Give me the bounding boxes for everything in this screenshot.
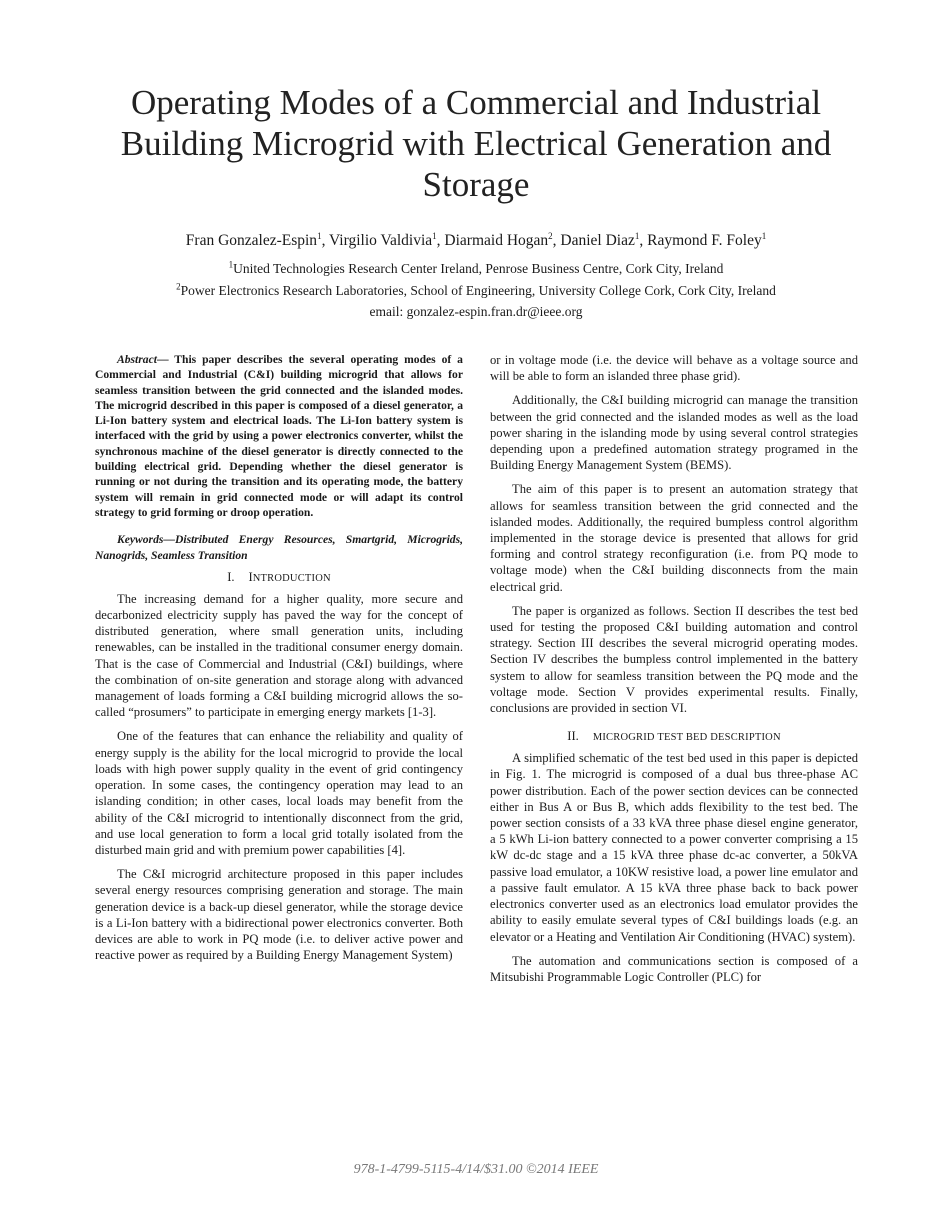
paragraph: The aim of this paper is to present an automation strategy that allows for seamless transition between the grid connected and the islanded modes. Additionally, the required bumpless control algorithm implemented in the storage device is presented that allows for grid forming and control strategy reconfiguration (i.e. from PQ mode to voltage mode) when the C&I building disconnects from the main electrical grid.: [490, 482, 858, 594]
copyright-footer: 978-1-4799-5115-4/14/$31.00 ©2014 IEEE: [353, 1162, 599, 1177]
abstract-dash: —: [156, 353, 175, 366]
paragraph: One of the features that can enhance the reliability and quality of energy supply is the ability for the local microgrid to provide the local loads with high power supply quality in the event of grid contingency operation. In some cases, the contingency operation may lead to an islanding condition; in other cases, local loads may benefit from the ability of the C&I microgrid to intentionally disconnect from the grid, and use local generation to form a local grid totally isolated from the disturbed main grid and with premium power capabilities [4].: [95, 729, 463, 857]
section-heading-test-bed: [490, 728, 858, 746]
abstract-label: Abstract: [117, 353, 157, 366]
section-title: MICROGRID TEST BED DESCRIPTION: [592, 732, 781, 744]
paragraph: Additionally, the C&I building microgrid can manage the transition between the grid connected and the islanded modes as well as the load power sharing in the islanding mode by using several control strategies depending upon a predefined automation strategy programed in the Building Energy Management System (BEMS).: [490, 393, 858, 473]
paragraph: The C&I microgrid architecture proposed in this paper includes several energy resources comprising generation and storage. The main generation device is a back-up diesel generator, while the storage device is a Li-Ion battery with a bidirectional power electronics converter. Both devices are able to work in PQ mode (i.e. to deliver active power and reactive power as required by a Building Energy Management System): [95, 867, 463, 963]
affiliation-text: United Technologies Research Center Ireland, Penrose Business Centre, Cork City, Ireland: [233, 261, 724, 276]
abstract-text: This paper describes the several operating modes of a Commercial and Industrial (C&I) building microgrid that allows for seamless transition between the grid connected and the islanded modes. The microgrid described in this paper is composed of a diesel generator, a Li-Ion battery system and electrical loads. The Li-Ion battery system is interfaced with the grid by using a power electronics converter, whilst the synchronous machine of the diesel generator is directly connected to the building electrical grid. Depending whether the diesel generator is running or not during the transition and its operating mode, the battery system will remain in grid connected mode or will adapt its control strategy to grid forming or droop operation.: [95, 353, 463, 519]
author-affiliation-mark: 1: [432, 230, 437, 241]
contact-email: email: gonzalez-espin.fran.dr@ieee.org: [369, 304, 583, 319]
abstract: [95, 352, 463, 520]
keywords: Keywords—Distributed Energy Resources, Smartgrid, Microgrids, Nanogrids, Seamless Transition: [95, 533, 463, 562]
right-column: [490, 352, 858, 985]
paragraph: The automation and communications section is composed of a Mitsubishi Programmable Logic Controller (PLC) for: [490, 953, 858, 984]
section-number: I.: [227, 569, 235, 584]
author-list: Fran Gonzalez-Espin$^1$, Virgilio Valdivia$^1$, Diarmaid Hogan$^2$, Daniel Diaz$^1$, Raymond F. Foley$^1$: [185, 230, 767, 249]
author: Raymond F. Foley: [647, 232, 762, 249]
paragraph: The increasing demand for a higher quality, more secure and decarbonized electricity supply has paved the way for the concept of distributed generation, where small generation units, including renewables, can be installed in the traditional consumer energy domain. That is the case of Commercial and Industrial (C&I) buildings, where the combination of on-site generation and storage along with advanced management of loads forming a C&I building microgrid allows the so-called “prosumers” to participate in emerging energy markets [1-3].: [95, 591, 463, 720]
author-affiliation-mark: 1: [317, 230, 322, 241]
author-affiliation-mark: 1: [634, 230, 640, 241]
affiliation-number: 2: [176, 281, 181, 292]
author: Fran Gonzalez-Espin: [185, 232, 318, 249]
author: Daniel Diaz: [560, 232, 635, 249]
author: Diarmaid Hogan: [444, 232, 549, 249]
section-heading-introduction: [95, 569, 463, 587]
section-title: NTRODUCTION: [252, 572, 331, 584]
paragraph: A simplified schematic of the test bed used in this paper is depicted in Fig. 1. The microgrid is composed of a dual bus three-phase AC power distribution. Each of the power section devices can be connected either in Bus A or Bus B, which adds flexibility to the test bed. The power section consists of a 33 kVA three phase diesel engine generator, a 5 kWh Li-ion battery connected to a power converter comprising a 15 kW dc-dc stage and a 15 kVA three phase dc-ac converter, a 50kVA passive load emulator, a 10KW resistive load, a power line emulator and a passive fault emulator. A 15 kVA three phase back to back power electronics converter used as an electronics load emulator provides the ability to easily emulate several types of C&I buildings loads (e.g. an elevator or a Heating and Ventilation Air Conditioning (HVAC) system).: [490, 751, 858, 944]
author-affiliation-mark: 1: [761, 230, 767, 241]
left-column: [95, 352, 463, 963]
affiliation-1: [60, 260, 892, 278]
affiliation-text: Power Electronics Research Laboratories, School of Engineering, University College Cork, Cork City, Ireland: [180, 283, 776, 298]
paragraph: The paper is organized as follows. Section II describes the test bed used for testing the proposed C&I building automation and control strategy. Section III describes the several microgrid operating modes. Section IV describes the bumpless control implemented in the battery system to allow for seamless transition between the PQ mode and the voltage mode. Section V provides experimental results. Finally, conclusions are provided in section VI.: [490, 603, 858, 716]
section-initial: I: [248, 569, 253, 584]
section-number: II.: [567, 729, 579, 744]
affiliation-2: [60, 282, 892, 300]
author: Virgilio Valdivia: [329, 232, 433, 249]
paper-title: Operating Modes of a Commercial and Industrial Building Microgrid with Electrical Generation and Storage: [120, 83, 832, 204]
affiliation-number: 1: [228, 259, 234, 270]
paragraph: or in voltage mode (i.e. the device will behave as a voltage source and will be able to form an islanded three phase grid).: [490, 353, 858, 384]
author-affiliation-mark: 2: [548, 230, 553, 241]
